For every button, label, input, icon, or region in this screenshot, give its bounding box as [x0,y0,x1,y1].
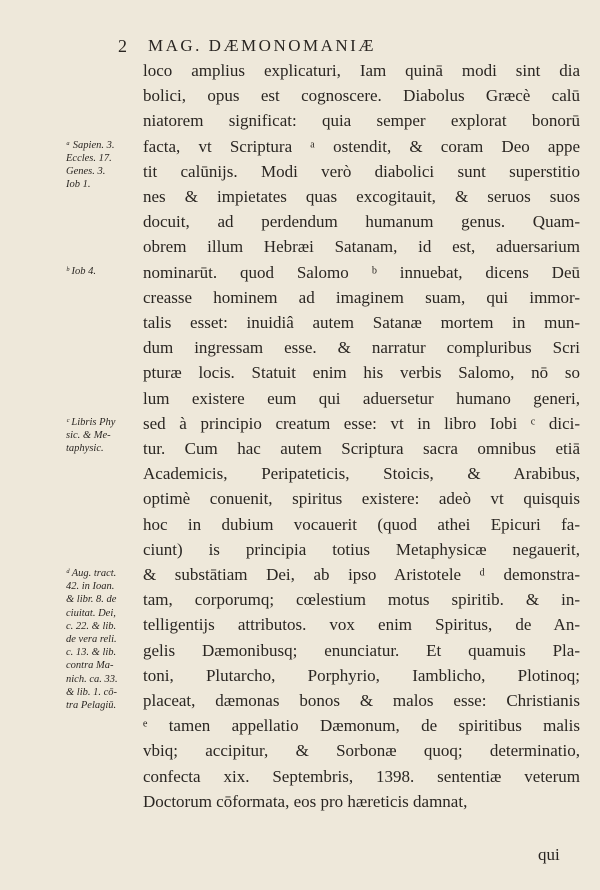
page-header [118,36,578,60]
text-line: tam, corporumq; cœlestium motus spiritib. & in- [143,590,580,610]
text-line: Doctorum cōformata, eos pro hæreticis damnat, [143,791,468,811]
margin-note-line: tra Pelagiū. [66,700,117,711]
margin-note-line: ᶜ Libris Phy [66,416,116,428]
margin-note-line: ciuitat. Dei, [66,607,116,619]
text-line: placeat, dæmonas bonos & malos esse: Christianis [143,691,580,710]
margin-note-line: sic. & Me- [66,430,111,441]
text-line: ciunt) is principia totius Metaphysicæ negauerit, [143,539,580,559]
margin-note-line: contra Ma- [66,660,114,672]
text-line: telligentijs attributos. vox enim Spiritus, de An- [143,615,580,635]
text-line: sed à principio creatum esse: vt in libro Iobi ᶜ dici- [143,413,580,433]
text-line: bolici, opus est cognoscere. Diabolus Græcè calū [143,86,580,106]
text-line: dum ingressam esse. & narratur compluribus Scri [143,338,580,358]
margin-note-line: Eccles. 17. [66,152,112,164]
text-line: tur. Cum hac autem Scriptura sacra omnibus etiā [143,439,580,458]
margin-note-line: c. 13. & lib. [66,647,117,659]
text-line: toni, Plutarcho, Porphyrio, Iamblicho, Plotinoq; [143,665,580,685]
text-line: obrem illum Hebræi Satanam, id est, aduersarium [143,237,580,257]
text-line: tit calūnijs. Modi verò diabolici sunt superstitio [143,161,580,181]
text-line: facta, vt Scriptura ᵃ ostendit, & coram Deo appe [143,136,580,156]
text-line: nes & impietates quas excogitauit, & seruos suos [143,187,580,206]
text-line: Academicis, Peripateticis, Stoicis, & Arabibus, [143,464,580,484]
text-line: docuit, ad perdendum humanum genus. Quam- [143,212,580,232]
margin-note-line: Genes. 3. [66,166,106,177]
text-line: gelis Dæmonibusq; enunciatur. Et quamuis Pla- [143,640,580,660]
margin-note-line: ᵇ Iob 4. [66,265,96,277]
page-number: 2 [118,36,127,56]
text-line: pturæ locis. Statuit enim his verbis Salomo, nō so [143,363,580,383]
text-line: loco amplius explicaturi, Iam quinā modi sint dia [143,61,580,80]
margin-note-line: ᵃ Sapien. 3. [66,139,115,151]
text-line: creasse hominem ad imaginem suam, qui immor- [143,287,580,307]
margin-note-line: 42. in Ioan. [66,581,115,593]
text-line: vbiq; accipitur, & Sorbonæ quoq; determinatio, [143,741,580,761]
text-line: hoc in dubium vocauerit (quod athei Epicuri fa- [143,514,580,534]
margin-note-line: & lib. 1. cō- [66,686,118,698]
margin-note-line: de vera reli. [66,634,117,645]
text-line: ᵉ tamen appellatio Dæmonum, de spiritibus malis [143,716,580,736]
running-head: MAG. DÆMONOMANIÆ [148,36,376,55]
text-line: niatorem significat: quia semper explorat bonorū [143,111,580,131]
text-line: & substātiam Dei, ab ipso Aristotele ᵈ demonstra- [143,565,580,584]
text-line: optimè conuenit, spiritus existere: adeò vt quisquis [143,489,580,509]
margin-note-line: c. 22. & lib. [66,620,117,632]
text-line: confecta xix. Septembris, 1398. sententiæ veterum [143,766,580,786]
margin-note-line: taphysic. [66,443,104,455]
margin-note-line: ᵈ Aug. tract. [66,568,117,579]
margin-note-line: nich. ca. 33. [66,673,118,685]
text-line: lum existere eum qui aduersetur humano generi, [143,388,580,408]
text-line: talis esset: inuidiâ autem Satanæ mortem in mun- [143,313,580,332]
catchword: qui [538,845,560,864]
text-line: nominarūt. quod Salomo ᵇ innuebat, dicens Deū [143,262,580,282]
margin-note-line: Iob 1. [66,179,91,191]
margin-note-line: & libr. 8. de [66,594,117,606]
